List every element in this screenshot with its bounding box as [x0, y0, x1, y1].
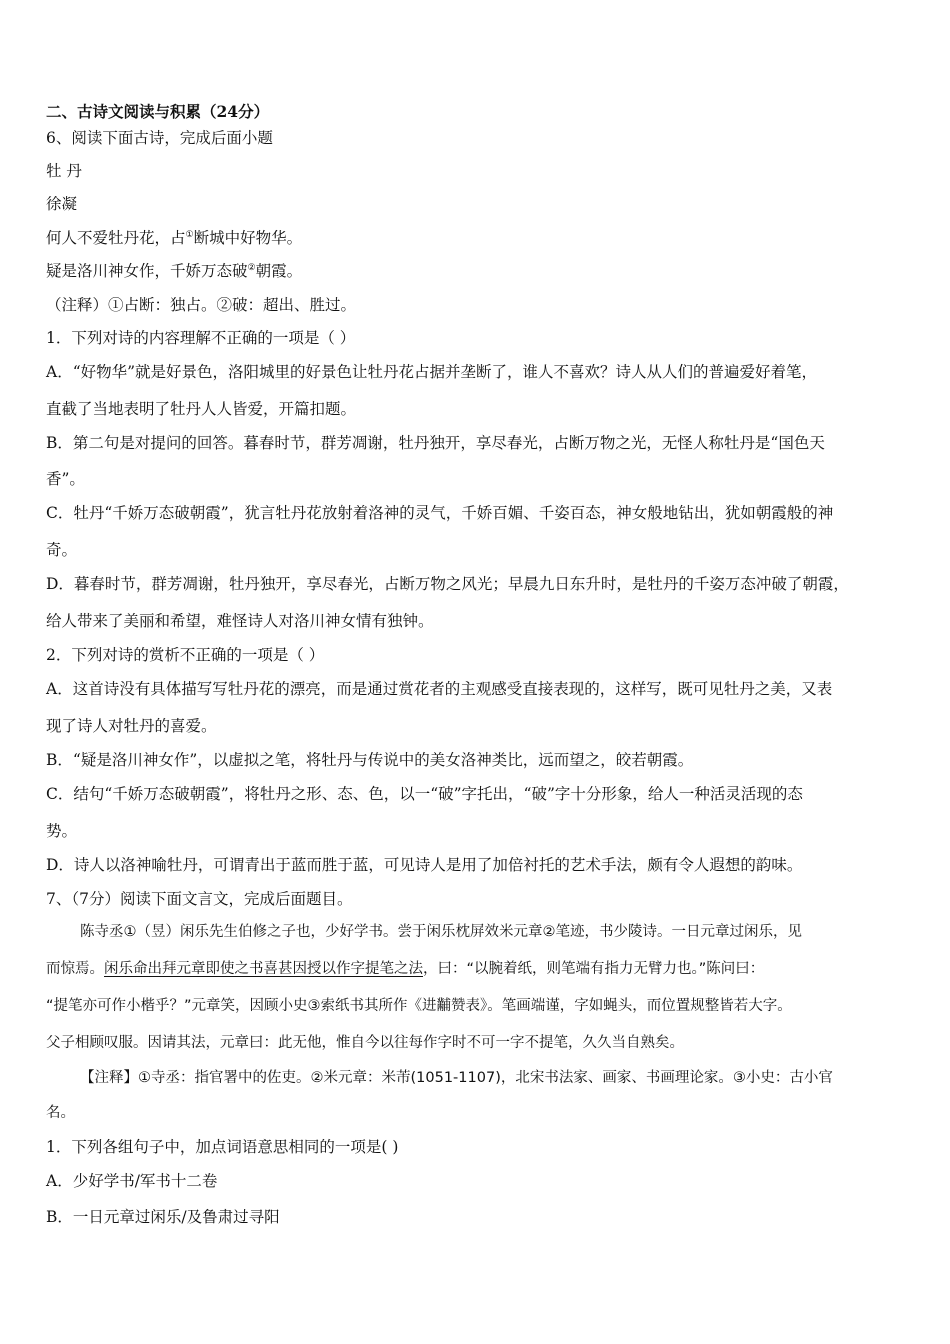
footnote-marker-1: ① [185, 229, 194, 240]
q6-sub2-option-a-line2: 现了诗人对牡丹的喜爱。 [46, 717, 217, 735]
q6-intro: 6、阅读下面古诗，完成后面小题 [46, 129, 273, 147]
q6-sub1-option-c-line1: C．牡丹“千娇万态破朝霞”，犹言牡丹花放射着洛神的灵气，千娇百媚、千姿百态，神女般地钻出，犹如朝霞般的神 [46, 504, 834, 522]
q6-sub1-stem: 1．下列对诗的内容理解不正确的一项是（ ） [46, 329, 356, 347]
passage-line-2-post: ，曰：“以腕着纸，则笔端有指力无臂力也。”陈问曰： [423, 961, 765, 977]
passage-note-line-2: 名。 [46, 1105, 75, 1121]
q7-intro: 7、（7分）阅读下面文言文，完成后面题目。 [46, 890, 353, 908]
poem-line-2-part-b: 朝霞。 [255, 262, 303, 280]
q6-sub1-option-c-line2: 奇。 [46, 541, 78, 559]
passage-line-2-pre: 而惊焉。 [46, 961, 104, 977]
passage-line-2 [46, 959, 764, 979]
section-title: 二、古诗文阅读与积累（24分） [46, 102, 270, 121]
q6-sub1-option-b-line1: B．第二句是对提问的回答。暮春时节，群芳凋谢，牡丹独开，享尽春光，占断万物之光，无怪人称牡丹是“国色天 [46, 434, 825, 452]
poem-line-1-part-b: 断城中好物华。 [193, 229, 303, 247]
q7-sub1-option-a: A．少好学书/军书十二卷 [46, 1172, 218, 1190]
q6-sub2-option-a-line1: A．这首诗没有具体描写写牡丹花的漂亮，而是通过赏花者的主观感受直接表现的，这样写，既可见牡丹之美，又表 [46, 680, 833, 698]
poem-line-1-part-a: 何人不爱牡丹花，占 [46, 229, 186, 247]
passage-line-3: “提笔亦可作小楷乎？”元章笑，因顾小史③索纸书其所作《进黼赞表》。笔画端谨，字如蝇头，而位置规整皆若大字。 [46, 998, 792, 1014]
poem-title: 牡 丹 [46, 162, 82, 180]
footnote-marker-2: ② [247, 262, 256, 273]
q6-sub1-option-d-line2: 给人带来了美丽和希望，难怪诗人对洛川神女情有独钟。 [46, 612, 434, 630]
q6-sub2-stem: 2．下列对诗的赏析不正确的一项是（ ） [46, 646, 325, 664]
q6-sub1-option-d-line1: D．暮春时节，群芳凋谢，牡丹独开，享尽春光，占断万物之风光；早晨九日东升时，是牡丹的千姿万态冲破了朝霞， [46, 575, 849, 593]
passage-line-4: 父子相顾叹服。因请其法，元章曰：此无他，惟自今以往每作字时不可一字不提笔，久久当自熟矣。 [46, 1035, 684, 1051]
q6-sub1-option-b-line2: 香”。 [46, 470, 85, 488]
poem-line-1 [46, 228, 302, 248]
q7-sub1-stem: 1．下列各组句子中，加点词语意思相同的一项是( ) [46, 1138, 399, 1156]
q6-sub1-option-a-line1: A．“好物华”就是好景色，洛阳城里的好景色让牡丹花占据并垄断了，谁人不喜欢？诗人从人们的普遍爱好着笔， [46, 363, 818, 381]
q6-sub2-option-c-line1: C．结句“千娇万态破朝霞”，将牡丹之形、态、色，以一“破”字托出，“破”字十分形象，给人一种活灵活现的态 [46, 785, 803, 803]
q6-sub2-option-c-line2: 势。 [46, 822, 78, 840]
poem-line-2-part-a: 疑是洛川神女作，千娇万态破 [46, 262, 248, 280]
passage-note-line-1: 【注释】①寺丞：指官署中的佐吏。②米元章：米芾(1051-1107)，北宋书法家、画家、书画理论家。③小史：古小官 [80, 1070, 833, 1086]
q6-sub1-option-a-line2: 直截了当地表明了牡丹人人皆爱，开篇扣题。 [46, 400, 357, 418]
passage-line-1: 陈寺丞①（昱）闲乐先生伯修之子也，少好学书。尝于闲乐枕屏效米元章②笔迹，书少陵诗。一日元章过闲乐，见 [80, 924, 802, 940]
poem-note: （注释）①占断：独占。②破：超出、胜过。 [46, 296, 357, 314]
poem-line-2 [46, 261, 302, 281]
q6-sub2-option-d: D．诗人以洛神喻牡丹，可谓青出于蓝而胜于蓝，可见诗人是用了加倍衬托的艺术手法，颇有令人遐想的韵味。 [46, 856, 803, 874]
q6-sub2-option-b: B．“疑是洛川神女作”，以虚拟之笔，将牡丹与传说中的美女洛神类比，远而望之，皎若朝霞。 [46, 751, 694, 769]
translation-sentence-underlined: 闲乐命出拜元章即使之书喜甚因授以作字提笔之法 [104, 961, 423, 977]
poem-author: 徐凝 [46, 195, 78, 213]
q7-sub1-option-b: B．一日元章过闲乐/及鲁肃过寻阳 [46, 1208, 280, 1226]
